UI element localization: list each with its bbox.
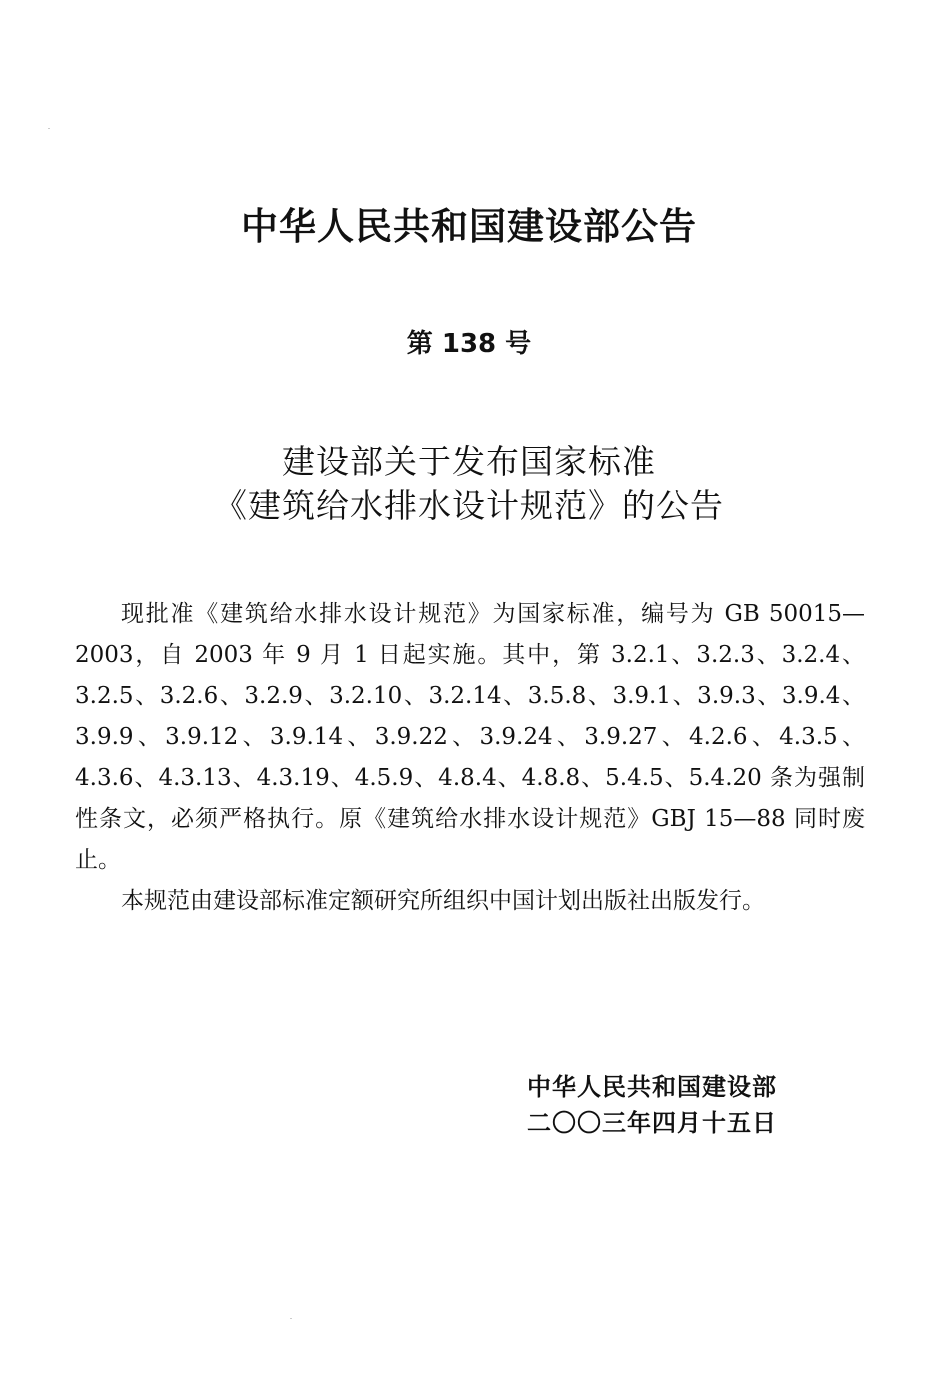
- signature-date: 二〇〇三年四月十五日: [527, 1109, 777, 1137]
- signature-organization: 中华人民共和国建设部: [527, 1073, 777, 1101]
- body-paragraph-2: 本规范由建设部标准定额研究所组织中国计划出版社出版发行。: [121, 888, 765, 914]
- body-paragraph-1: 现批准《建筑给水排水设计规范》为国家标准，编号为 GB 50015—2003，自 2003 年 9 月 1 日起实施。其中，第 3.2.1、3.2.3、3.2.4、3.2.5、3.2.6、3.2.9、3.2.10、3.2.14、3.5.8、3.9.1、3.9.3、3.9.4、3.9.9、3.9.12、3.9.14、3.9.22、3.9.24、3.9.27、4.2.6、4.3.5、4.3.6、4.3.13、4.3.19、4.5.9、4.8.4、4.8.8、5.4.5、5.4.20 条为强制性条文，必须严格执行。原《建筑给水排水设计规范》GBJ 15—88 同时废止。: [75, 601, 865, 873]
- announcement-title: 中华人民共和国建设部公告: [241, 205, 697, 248]
- announcement-body: [75, 594, 865, 922]
- scan-speck: [290, 1318, 292, 1319]
- scan-speck: [48, 128, 50, 129]
- announcement-subtitle-line1: 建设部关于发布国家标准: [282, 442, 656, 481]
- announcement-subtitle-line2: 《建筑给水排水设计规范》的公告: [214, 486, 724, 525]
- announcement-number: 第 138 号: [406, 329, 532, 359]
